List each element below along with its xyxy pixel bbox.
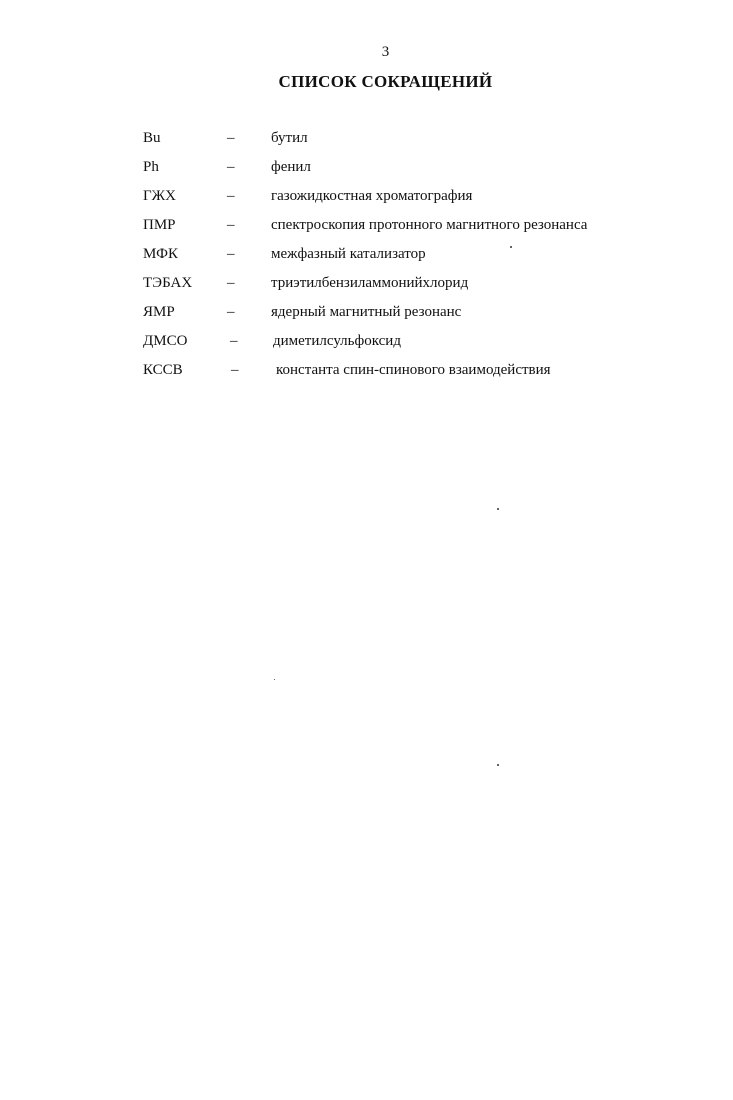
- abbreviation-row: [143, 329, 703, 358]
- abbreviation-row: [143, 271, 703, 300]
- abbreviation-row: [143, 300, 703, 329]
- abbreviation-term: ДМСО: [143, 333, 188, 349]
- abbreviation-term: МФК: [143, 246, 178, 262]
- abbreviation-definition: ядерный магнитный резонанс: [271, 304, 462, 320]
- abbreviation-term: ПМР: [143, 217, 176, 233]
- scan-speck: [510, 246, 512, 248]
- abbreviation-definition: диметилсульфоксид: [273, 333, 401, 349]
- scan-speck: [497, 508, 499, 510]
- abbreviation-dash: –: [227, 304, 235, 320]
- abbreviation-dash: –: [227, 217, 235, 233]
- abbreviation-term: ГЖХ: [143, 188, 176, 204]
- abbreviation-definition: фенил: [271, 159, 311, 175]
- abbreviation-term: Bu: [143, 130, 161, 146]
- abbreviation-definition: газожидкостная хроматография: [271, 188, 473, 204]
- abbreviation-definition: константа спин-спинового взаимодействия: [276, 362, 551, 378]
- abbreviation-definition: спектроскопия протонного магнитного резонанса: [271, 217, 588, 233]
- abbreviation-row: [143, 213, 703, 242]
- abbreviation-row: [143, 126, 703, 155]
- abbreviation-row: [143, 242, 703, 271]
- abbreviation-definition: триэтилбензиламмонийхлорид: [271, 275, 469, 291]
- abbreviation-dash: –: [227, 130, 235, 146]
- abbreviation-term: ТЭБАХ: [143, 275, 193, 291]
- abbreviation-dash: –: [230, 333, 238, 349]
- abbreviation-row: [143, 358, 703, 387]
- abbreviation-dash: –: [231, 362, 239, 378]
- abbreviation-row: [143, 155, 703, 184]
- abbreviation-dash: –: [227, 246, 235, 262]
- scan-speck: [497, 764, 499, 766]
- abbreviation-row: [143, 184, 703, 213]
- page-number: 3: [381, 44, 390, 60]
- abbreviation-term: КССВ: [143, 362, 183, 378]
- abbreviation-dash: –: [227, 188, 235, 204]
- abbreviation-list: [143, 126, 703, 387]
- abbreviation-dash: –: [227, 159, 235, 175]
- abbreviation-term: ЯМР: [143, 304, 175, 320]
- page-title: СПИСОК СОКРАЩЕНИЙ: [278, 72, 493, 91]
- abbreviation-definition: бутил: [271, 130, 308, 146]
- abbreviation-definition: межфазный катализатор: [271, 246, 426, 262]
- scan-speck: [274, 679, 275, 680]
- abbreviation-term: Ph: [143, 159, 159, 175]
- abbreviation-dash: –: [227, 275, 235, 291]
